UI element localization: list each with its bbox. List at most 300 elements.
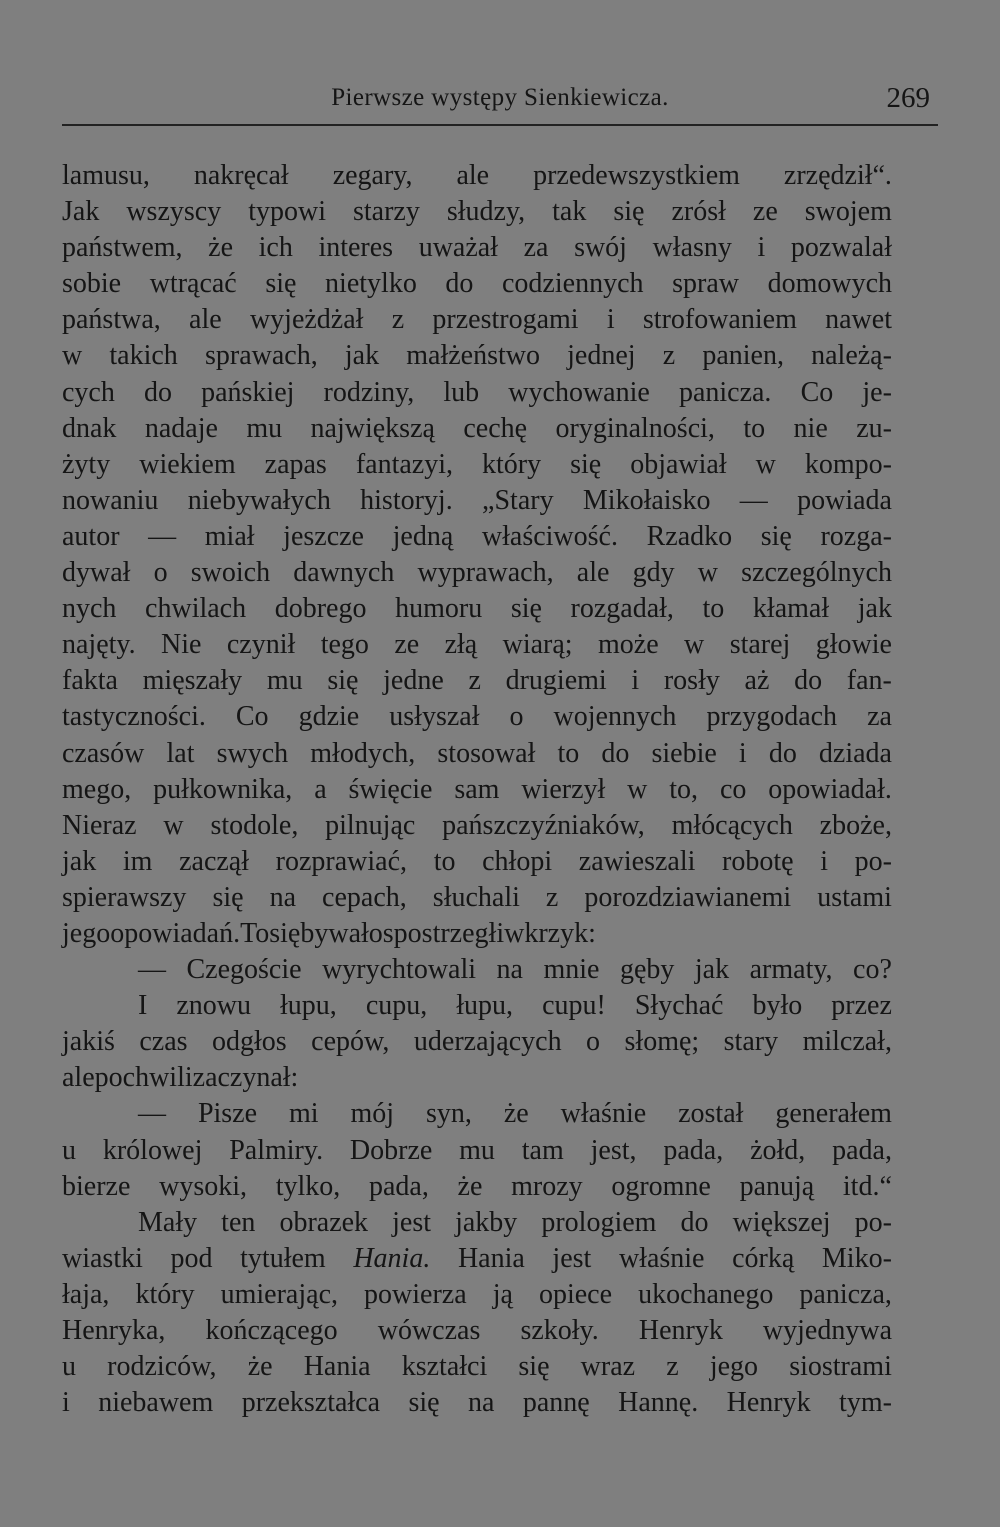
word: Hania [303,1351,371,1383]
word: cechę [463,412,528,444]
word: o [586,1026,601,1058]
word: do [601,737,630,769]
word: i [62,1387,70,1419]
word: ją [492,1278,513,1310]
word: żołd, [750,1134,806,1166]
word: się [408,1387,440,1419]
word: zboże, [819,809,892,841]
word: mięszały [142,665,243,697]
word: zrósł [671,196,726,228]
word: Mały [138,1206,198,1238]
word: milczał, [802,1026,892,1058]
word: syn, [425,1098,472,1130]
word: w [504,917,525,949]
word: jest [392,1206,432,1238]
word: ale [576,557,610,589]
word: spraw [672,268,739,300]
header-rule [62,124,938,126]
word: gęby [619,954,675,986]
word: im [122,845,153,877]
word: pańszczyźniaków, [442,809,645,841]
word: mrozy [511,1170,583,1202]
word: krzyk: [524,917,596,949]
word: na [468,1387,495,1419]
text-line [62,844,892,880]
word: Henryka, [62,1315,166,1346]
word: umierając, [220,1278,338,1310]
word: typowi [248,196,326,228]
word: właśnie [618,1242,705,1274]
text-line [62,1096,892,1132]
word: jego [709,1351,759,1383]
text-line [62,158,892,194]
text-line [62,663,892,699]
word: córką [732,1242,795,1274]
word: się [265,268,297,300]
word: nadaje [144,412,218,444]
word: siebie [651,737,717,769]
word: dywał [62,557,131,589]
word: kompo- [804,448,892,480]
word: to [702,593,725,625]
word: codziennych [502,268,644,300]
word: pilnując [325,809,416,841]
word: mu [266,665,303,697]
text-line [62,338,892,374]
word: że [247,1351,273,1383]
word: jego [62,917,111,949]
word: swojem [804,196,892,228]
word: w [62,340,83,372]
word: opiece [538,1278,613,1310]
word: porozdziawianemi [584,881,792,913]
word: wyprawach, [417,557,554,589]
word: słudzy, [446,196,526,228]
word: lub [443,376,480,408]
word: wierzył [521,773,606,805]
word: czasów [62,737,145,769]
word: Nie [161,629,202,661]
word: rozprawiać, [275,845,408,877]
word: odgłos [212,1026,287,1058]
word: i [631,665,640,697]
word: ale [456,160,490,191]
word: Henryk [726,1387,811,1419]
word: prologiem [541,1206,657,1238]
word: Jak [62,196,100,228]
word: lamusu, [62,160,150,191]
text-line [62,302,892,338]
word: pada, [832,1134,892,1166]
word: zrzędził“. [783,160,892,191]
word: stodole, [210,809,299,841]
word: małżeństwo [406,340,540,372]
word: złą [444,629,478,661]
word: wiarą; [502,629,573,661]
word: szkoły. [520,1315,599,1346]
word: objawiał [630,448,727,480]
word: mu [459,1134,495,1166]
text-line [62,988,892,1024]
word: wyjeżdżał [249,304,364,336]
word: stary [723,1026,779,1058]
word: tam [521,1134,564,1166]
text-line [62,411,892,447]
word: mój [350,1098,395,1130]
word: bywało [300,917,383,949]
word: jest, [590,1134,637,1166]
word: mnie [543,954,600,986]
word: że [457,1170,483,1202]
word: jeszcze [283,520,364,552]
word: ze [752,196,778,228]
word: młócących [671,809,793,841]
word: zaczynał: [192,1062,299,1094]
word: tym- [839,1387,892,1419]
word: do [143,376,172,408]
word: je- [862,376,892,408]
word: gdzie [298,701,360,733]
word: pod [170,1242,213,1274]
word: na [269,881,297,913]
word: święcie [348,773,433,805]
word: sobie [62,268,122,300]
text-line [62,772,892,808]
word: panicza, [799,1278,892,1310]
word: cych [62,376,115,408]
word: czas [139,1026,188,1058]
word: interes [318,232,394,264]
word: drugiemi [505,665,607,697]
word: największą [310,412,435,444]
word: i [738,737,747,769]
word: po [94,1062,123,1094]
word: ogromne [611,1170,711,1202]
word: — [148,520,177,552]
word: itd.“ [842,1170,892,1202]
word: w [684,629,705,661]
text-line [62,1277,892,1313]
word: starzy [352,196,420,228]
word: robotę [722,845,794,877]
word: wyjednywa [762,1315,892,1346]
word: ustami [817,881,892,913]
word: się [760,520,792,552]
word: do [445,268,474,300]
text-line [62,699,892,735]
word: tego [320,629,369,661]
word: przygodach [706,701,838,733]
word: dziada [818,737,892,769]
word: kształci [401,1351,488,1383]
word: pozwalał [790,232,892,264]
word: Co [800,376,834,408]
word: kłamał [752,593,830,625]
word: ale [62,1062,95,1094]
word: generałem [775,1098,892,1130]
word: słuchali [432,881,520,913]
word: że [503,1098,529,1130]
text-line [62,1241,892,1277]
word: wiastki [62,1242,143,1274]
word: co [719,773,747,805]
word: wszyscy [126,196,222,228]
word: nakręcał [193,160,289,191]
word: który [482,448,542,480]
word: wysoki, [159,1170,247,1202]
page-number: 269 [886,82,930,114]
text-line [62,375,892,411]
word: się [613,196,645,228]
text-line [62,591,892,627]
word: Hania [457,1242,525,1274]
word: opowiadań. [110,917,241,949]
word: powierza [364,1278,467,1310]
text-line [62,1385,892,1421]
word: się [212,881,244,913]
text-line [62,1169,892,1205]
word: humoru [395,593,483,625]
word: chwili [122,1062,193,1094]
word: się [269,917,301,949]
word: było [752,990,803,1022]
word: należą- [811,340,892,372]
word: z [391,304,405,336]
word: dawnych [293,557,395,589]
word: panien, [702,340,784,372]
word: zu- [856,412,892,444]
word: za [867,701,892,733]
word: się [327,665,359,697]
word: to [433,845,456,877]
word: bierze [62,1170,131,1202]
word: właśnie [560,1098,647,1130]
word: opowiadał. [768,773,892,805]
word: jest [552,1242,592,1274]
word: nietylko [325,268,417,300]
word: powiada [797,484,892,516]
word: za [523,232,549,264]
word: cepów, [311,1026,390,1058]
text-line [62,483,892,519]
word: mu [246,412,283,444]
word: ten [221,1206,256,1238]
word: rozgadał, [570,593,674,625]
word: nych [62,593,117,625]
word: jednej [567,340,636,372]
word: wyrychtowali [322,954,477,986]
word: swój [574,232,627,264]
word: — [138,954,166,986]
word: Palmiry. [229,1134,324,1166]
text-line [62,519,892,555]
word: stosował [437,737,536,769]
word: chwilach [145,593,247,625]
word: fakta [62,665,118,697]
word: wiekiem [139,448,236,480]
word: został [678,1098,744,1130]
word: głowie [815,629,892,661]
word: cupu! [542,990,606,1022]
word: ich [258,232,293,264]
text-line [62,447,892,483]
word: autor [62,520,120,552]
word: o [153,557,168,589]
word: chłopi [482,845,553,877]
text-line [62,1313,892,1349]
word: do [768,737,797,769]
text-line [62,736,892,772]
word: takich [109,340,178,372]
word: uderzających [413,1026,562,1058]
text-line [62,808,892,844]
word: tytułem [240,1242,326,1274]
word: tastyczności. [62,701,206,733]
word: w [697,557,718,589]
word: sam [454,773,500,805]
word: państwa, [62,304,161,336]
word: strofowaniem [642,304,797,336]
word: To [240,917,270,949]
word: może [598,629,659,661]
word: Co [235,701,269,733]
word: Rzadko [646,520,733,552]
word: zapas [264,448,327,480]
word: Nieraz [62,809,137,841]
word: mi [288,1098,319,1130]
word: swoich [190,557,271,589]
word: domowych [767,268,892,300]
word: rozga- [820,520,892,552]
word: tylko, [275,1170,341,1202]
word: I [138,990,148,1022]
word: słomę; [624,1026,700,1058]
text-line [62,1133,892,1169]
word: usłyszał [389,701,480,733]
text-line [62,952,892,988]
word: co? [853,954,892,986]
word: ze [394,629,420,661]
word: przekształca [241,1387,381,1419]
word: się [518,1351,550,1383]
word: i [496,917,505,949]
word: gdy [632,557,675,589]
word: rosły [663,665,720,697]
word: Pisze [197,1098,258,1130]
word: ale [189,304,222,336]
text-line [62,1024,892,1060]
word: w [627,773,648,805]
word: Czegoście [186,954,302,986]
word: sprawach, [204,340,318,372]
word: z [468,665,481,697]
word: — [739,484,768,516]
text-line [62,1060,892,1096]
word: że [208,232,233,264]
word: historyj. [360,484,453,516]
word: młodych, [310,737,416,769]
word: obrazek [279,1206,369,1238]
word: jakiś [62,1026,115,1058]
word: i [820,845,828,877]
word: królowej [102,1134,203,1166]
word: jakby [455,1206,518,1238]
word: a [314,773,327,805]
word: niebawem [98,1387,214,1419]
word: dobrego [274,593,367,625]
word: jedną [392,520,454,552]
word: czynił [226,629,296,661]
word: o [509,701,524,733]
text-line [62,1205,892,1241]
word: i [757,232,766,264]
word: pada, [663,1134,724,1166]
text-line [62,230,892,266]
word: siostrami [789,1351,892,1383]
text-line [62,880,892,916]
word: panicza. [678,376,772,408]
word: mego, [62,773,132,805]
word: to [743,412,766,444]
word: do [680,1206,709,1238]
word: nawet [825,304,892,336]
word: to [557,737,580,769]
word: Dobrze [349,1134,433,1166]
word: zaczął [179,845,250,877]
word: „Stary [482,484,554,516]
word: oryginalności, [555,412,715,444]
word: przedewszystkiem [533,160,740,191]
word: najęty. [62,629,136,661]
word: lat [166,737,195,769]
word: do [794,665,823,697]
word: jak [857,593,892,625]
word: nie [793,412,828,444]
word: u [62,1351,76,1383]
word: po- [854,1206,892,1238]
word: żyty [62,448,111,480]
word: przez [831,990,892,1022]
word: ukochanego [638,1278,774,1310]
word: starej [729,629,791,661]
word: jak [344,340,380,372]
word: pada, [368,1170,429,1202]
word: przestrogami [432,304,579,336]
word: na [496,954,523,986]
word: państwem, [62,232,183,264]
text-line [62,1349,892,1385]
word: Hania. [353,1242,431,1274]
word: się [510,593,542,625]
word: Słychać [634,990,724,1022]
word: swych [216,737,289,769]
text-line [62,266,892,302]
word: uważał [418,232,498,264]
word: rodziny, [323,376,415,408]
word: jedne [383,665,444,697]
word: jak [62,845,97,877]
word: własny [652,232,732,264]
word: cepach, [322,881,407,913]
word: aż [744,665,770,697]
word: znowu [176,990,251,1022]
word: Miko- [821,1242,892,1274]
word: większej [732,1206,831,1238]
word: jak [694,954,730,986]
word: fan- [846,665,892,697]
word: z [666,1351,679,1383]
word: Mikołaisko [582,484,711,516]
